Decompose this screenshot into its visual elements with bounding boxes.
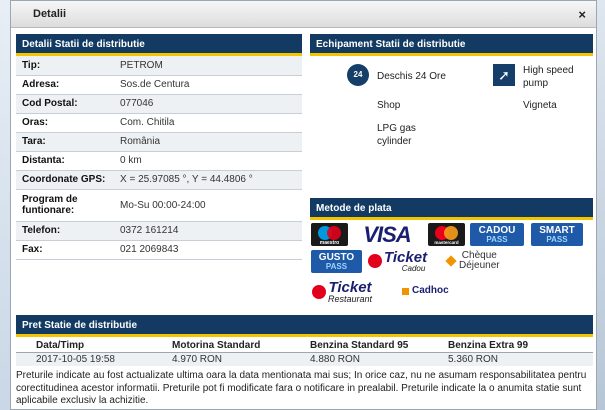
cheque-dejeuner-logo	[445, 248, 515, 274]
equipment-item-shop: Shop	[377, 100, 401, 111]
cheque-top: Chèque	[461, 250, 497, 261]
cadou-pass-logo	[470, 223, 524, 246]
cadhoc-logo	[401, 282, 461, 300]
price-panel	[16, 315, 593, 408]
row-value: 0372 161214	[114, 221, 302, 240]
smart-pass-top: SMART	[539, 224, 575, 236]
ticket-cadou-top: Ticket	[384, 248, 428, 266]
background-map-right	[597, 0, 605, 410]
mastercard-logo	[428, 223, 465, 246]
equipment-heading: Echipament Statii de distributie	[310, 34, 593, 56]
equipment-panel	[310, 34, 593, 338]
station-details-panel	[16, 34, 302, 260]
row-label: Telefon:	[16, 221, 114, 240]
cadou-pass-bottom: PASS	[486, 234, 508, 244]
row-label: Program de funtionare:	[16, 189, 114, 221]
row-value: Sos.de Centura	[114, 75, 302, 94]
table-row	[16, 113, 302, 132]
high-speed-pump-icon: ➚	[493, 64, 515, 86]
price-table	[16, 339, 593, 366]
row-label: Fax:	[16, 240, 114, 259]
cadhoc-square-icon	[402, 288, 409, 295]
row-value: X = 25.97085 °, Y = 44.4806 °	[114, 170, 302, 189]
dialog-titlebar	[11, 1, 596, 28]
cheque-diamond-icon	[445, 255, 456, 266]
equipment-item-pump: High speed pump	[523, 65, 574, 89]
table-row	[16, 151, 302, 170]
column-header: Data/Timp	[16, 339, 152, 353]
ticket-restaurant-bottom: Restaurant	[328, 294, 373, 304]
row-label: Oras:	[16, 113, 114, 132]
svg-text:maestro: maestro	[319, 240, 340, 246]
row-value: Mo-Su 00:00-24:00	[114, 189, 302, 221]
column-header: Motorina Standard	[152, 339, 290, 353]
price-motorina: 4.970 RON	[152, 353, 290, 367]
row-label: Distanta:	[16, 151, 114, 170]
background-map-left	[0, 0, 10, 410]
table-row	[16, 56, 302, 75]
table-row	[16, 221, 302, 240]
equipment-item-vigneta: Vigneta	[523, 100, 557, 111]
gusto-pass-logo	[311, 250, 362, 273]
svg-text:mastercard: mastercard	[434, 240, 459, 245]
price-benzina-95: 4.880 RON	[290, 353, 428, 367]
row-value: 077046	[114, 94, 302, 113]
row-label: Tip:	[16, 56, 114, 75]
row-value: PETROM	[114, 56, 302, 75]
equipment-item-lpg: LPG gas cylinder	[377, 123, 416, 147]
maestro-circles-icon	[311, 223, 348, 246]
row-value: Com. Chitila	[114, 113, 302, 132]
dialog-title: Detalii	[33, 8, 67, 20]
column-header: Benzina Standard 95	[290, 339, 428, 353]
ticket-restaurant-logo	[311, 278, 399, 306]
cadou-pass-top: CADOU	[478, 224, 516, 236]
ticket-restaurant-top: Ticket	[328, 279, 372, 296]
close-icon[interactable]: ×	[578, 6, 586, 22]
table-row	[16, 94, 302, 113]
cheque-bottom: Déjeuner	[459, 260, 500, 271]
row-value: 021 2069843	[114, 240, 302, 259]
table-row	[16, 170, 302, 189]
gusto-pass-bottom: PASS	[325, 261, 348, 271]
equipment-item-open24: Deschis 24 Ore	[377, 71, 446, 82]
price-header-row	[16, 339, 593, 353]
table-row	[16, 189, 302, 221]
cadhoc-label: Cadhoc	[412, 285, 449, 296]
equipment-list	[310, 56, 593, 198]
table-row	[16, 353, 593, 367]
gusto-pass-top: GUSTO	[318, 251, 355, 263]
ticket-dot-icon	[368, 254, 382, 268]
mastercard-circles-icon	[428, 223, 465, 246]
maestro-logo	[311, 223, 348, 246]
ticket-cadou-logo	[367, 247, 443, 275]
price-heading: Pret Statie de distributie	[16, 315, 593, 337]
price-benzina-99: 5.360 RON	[428, 353, 593, 367]
table-row	[16, 132, 302, 151]
clock-24-icon: 24	[347, 64, 369, 86]
visa-label: VISA	[363, 223, 411, 246]
row-label: Cod Postal:	[16, 94, 114, 113]
price-date: 2017-10-05 19:58	[16, 353, 152, 367]
smart-pass-bottom: PASS	[546, 234, 568, 244]
visa-logo	[354, 223, 420, 246]
payment-methods-heading: Metode de plata	[310, 198, 593, 220]
ticket-cadou-bottom: Cadou	[401, 263, 426, 273]
smart-pass-logo	[531, 223, 583, 246]
row-value: 0 km	[114, 151, 302, 170]
row-label: Adresa:	[16, 75, 114, 94]
details-dialog	[10, 0, 597, 410]
table-row	[16, 75, 302, 94]
ticket-dot-icon	[312, 285, 326, 299]
table-row	[16, 240, 302, 259]
column-header: Benzina Extra 99	[428, 339, 593, 353]
row-label: Coordonate GPS:	[16, 170, 114, 189]
station-details-table	[16, 56, 302, 260]
row-value: România	[114, 132, 302, 151]
row-label: Tara:	[16, 132, 114, 151]
price-disclaimer: Preturile indicate au fost actualizate ultima oara la data mentionata mai sus; In orice caz, nu ne asumam responsabilitatea pentru corectitudinea acestor informatii. Preturile pot fi modificate fara o notificare in prealabil. Preturile indicate la o anumita statie sunt aplicabile exclusiv la achizitie.	[16, 370, 587, 406]
station-details-heading: Detalii Statii de distributie	[16, 34, 302, 56]
